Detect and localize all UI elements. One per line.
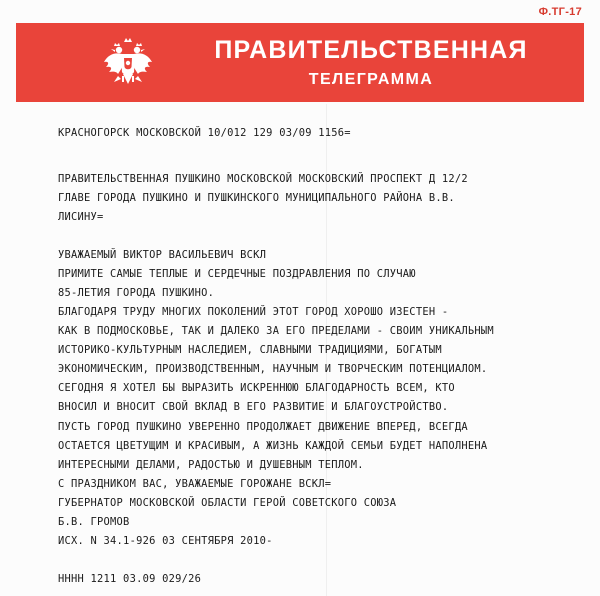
telegram-title: ПРАВИТЕЛЬСТВЕННАЯ: [214, 36, 528, 64]
routing-line: КРАСНОГОРСК МОСКОВСКОЙ 10/012 129 03/09 1156=: [58, 127, 351, 139]
telegram-subtitle: ТЕЛЕГРАММА: [308, 71, 434, 88]
message-line: ИСТОРИКО-КУЛЬТУРНЫМ НАСЛЕДИЕМ, СЛАВНЫМИ ТРАДИЦИЯМИ, БОГАТЫМ: [58, 344, 442, 356]
message-line: ПРИМИТЕ САМЫЕ ТЕПЛЫЕ И СЕРДЕЧНЫЕ ПОЗДРАВЛЕНИЯ ПО СЛУЧАЮ: [58, 268, 416, 280]
reference-line: ИСХ. N 34.1-926 03 СЕНТЯБРЯ 2010-: [58, 535, 273, 547]
message-line: ВНОСИЛ И ВНОСИТ СВОЙ ВКЛАД В ЕГО РАЗВИТИЕ И БЛАГОУСТРОЙСТВО.: [58, 401, 449, 413]
service-line: НННН 1211 03.09 029/26: [58, 573, 202, 585]
address-line: ПРАВИТЕЛЬСТВЕННАЯ ПУШКИНО МОСКОВСКОЙ МОСКОВСКИЙ ПРОСПЕКТ Д 12/2: [58, 173, 468, 185]
message-line: ПУСТЬ ГОРОД ПУШКИНО УВЕРЕННО ПРОДОЛЖАЕТ ДВИЖЕНИЕ ВПЕРЕД, ВСЕГДА: [58, 421, 468, 433]
address-line: ГЛАВЕ ГОРОДА ПУШКИНО И ПУШКИНСКОГО МУНИЦИПАЛЬНОГО РАЙОНА В.В.: [58, 192, 455, 204]
message-line: 85-ЛЕТИЯ ГОРОДА ПУШКИНО.: [58, 287, 215, 299]
form-code: Ф.ТГ-17: [538, 6, 582, 18]
message-line: С ПРАЗДНИКОМ ВАС, УВАЖАЕМЫЕ ГОРОЖАНЕ ВСКЛ=: [58, 478, 332, 490]
message-line: ИНТЕРЕСНЫМИ ДЕЛАМИ, РАДОСТЬЮ И ДУШЕВНЫМ ТЕПЛОМ.: [58, 459, 364, 471]
message-line: ОСТАЕТСЯ ЦВЕТУЩИМ И КРАСИВЫМ, А ЖИЗНЬ КАЖДОЙ СЕМЬИ БУДЕТ НАПОЛНЕНА: [58, 440, 488, 452]
signature-line: ГУБЕРНАТОР МОСКОВСКОЙ ОБЛАСТИ ГЕРОЙ СОВЕТСКОГО СОЮЗА: [58, 497, 397, 509]
message-line: СЕГОДНЯ Я ХОТЕЛ БЫ ВЫРАЗИТЬ ИСКРЕННЮЮ БЛАГОДАРНОСТЬ ВСЕМ, КТО: [58, 382, 455, 394]
message-line: ЭКОНОМИЧЕСКИМ, ПРОИЗВОДСТВЕННЫМ, НАУЧНЫМ И ТВОРЧЕСКИМ ПОТЕНЦИАЛОМ.: [58, 363, 488, 375]
message-line: УВАЖАЕМЫЙ ВИКТОР ВАСИЛЬЕВИЧ ВСКЛ: [58, 249, 267, 261]
message-line: БЛАГОДАРЯ ТРУДУ МНОГИХ ПОКОЛЕНИЙ ЭТОТ ГОРОД ХОРОШО ИЗЕСТЕН -: [58, 306, 449, 318]
message-line: КАК В ПОДМОСКОВЬЕ, ТАК И ДАЛЕКО ЗА ЕГО ПРЕДЕЛАМИ - СВОИМ УНИКАЛЬНЫМ: [58, 325, 494, 337]
address-line: ЛИСИНУ=: [58, 211, 104, 223]
signature-line: Б.В. ГРОМОВ: [58, 516, 130, 528]
